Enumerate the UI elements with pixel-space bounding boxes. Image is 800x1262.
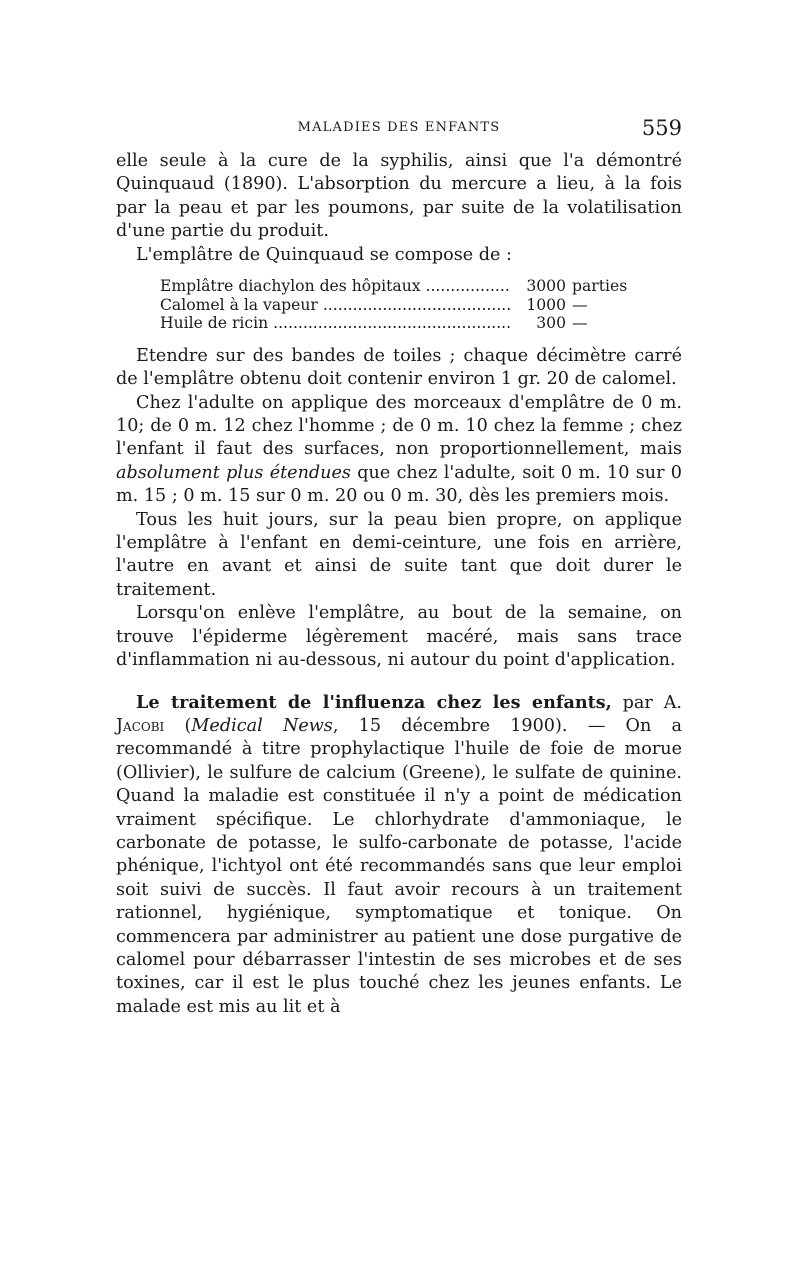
recipe-quantity: 1000 [526,295,566,314]
page-body [116,150,682,1019]
surfaces-text-end: que chez l'adulte, soit 0 m. 10 sur 0 m. 15 ; 0 m. 15 sur 0 m. 20 ou 0 m. 30, dès les premiers mois. [116,462,682,507]
recipe-list [160,277,682,333]
recipe-unit: parties [572,277,628,296]
emphasis-text: absolument plus étendues [116,462,351,483]
page-header [116,118,682,142]
recipe-row [160,296,682,315]
recipe-ingredient: Huile de ricin ..... [160,314,510,333]
recipe-quantity: 3000 [526,277,566,296]
paragraph-recipe-intro: L'emplâtre de Quinquaud se compose de : [136,244,512,265]
journal-name: Medical News [191,715,333,736]
byline-text: par A. [611,692,682,713]
influenza-body-text: , 15 décembre 1900). — On a recommandé à titre prophylactique l'huile de foie de morue (Ollivier), le sulfure de calcium (Greene), le sulfate de quinine. Quand la maladie est constituée il n'y a point de médication vraiment spécifique. Le chlorhydrate d'ammoniaque, le carbonate de potasse, le sulfo-carbonate de potasse, l'acide phénique, l'ichtyol ont été recommandés sans que leur emploi soit suivi de succès. Il faut avoir recours à un traitement rationnel, hygiénique, symptomatique et tonique. On commencera par administrer au patient une dose purgative de calomel pour débarrasser l'intestin de ses microbes et de ses toxines, car il est le plus touché chez les jeunes enfants. Le malade est mis au lit et à [116,715,682,1017]
running-head: MALADIES DES ENFANTS [297,120,501,135]
paragraph-application: Etendre sur des bandes de toiles ; chaque décimètre carré de l'emplâtre obtenu doit contenir environ 1 gr. 20 de calomel. [116,345,682,390]
paragraph-syphilis-end: elle seule à la cure de la syphilis, ainsi que l'a démontré Quinquaud (1890). L'absorption du mercure a lieu, à la fois par la peau et par les poumons, par suite de la volatilisation d'une partie du produit. [116,151,682,242]
surfaces-text-start: Chez l'adulte on applique des morceaux d'emplâtre de 0 m. 10; de 0 m. 12 chez l'homme ; de 0 m. 10 chez la femme ; chez l'enfant il faut des surfaces, non proportionnellement, mais [116,392,682,460]
author-name: Jacobi [116,715,165,736]
section-lead-title: Le traitement de l'influenza chez les enfants, [136,691,612,713]
recipe-row [160,277,682,296]
paren-open: ( [164,715,192,736]
recipe-ingredient: Emplâtre diachylon des hôpitaux ..... [160,277,510,296]
paragraph-surfaces [116,392,682,509]
paragraph-removal: Lorsqu'on enlève l'emplâtre, au bout de la semaine, on trouve l'épiderme légèrement macéré, mais sans trace d'inflammation ni au-dessous, ni autour du point d'application. [116,603,682,671]
recipe-unit: — [572,314,588,333]
recipe-ingredient: Calomel à la vapeur ..... [160,296,510,315]
recipe-quantity: 300 [536,314,566,333]
paragraph-weekly: Tous les huit jours, sur la peau bien propre, on applique l'emplâtre à l'enfant en demi-ceinture, une fois en arrière, l'autre en avant et ainsi de suite tant que doit durer le traitement. [116,509,682,600]
section-gap [116,673,682,691]
recipe-unit: — [572,295,588,314]
recipe-row [160,314,682,333]
paragraph-influenza [116,691,682,1020]
page-number: 559 [641,116,682,140]
